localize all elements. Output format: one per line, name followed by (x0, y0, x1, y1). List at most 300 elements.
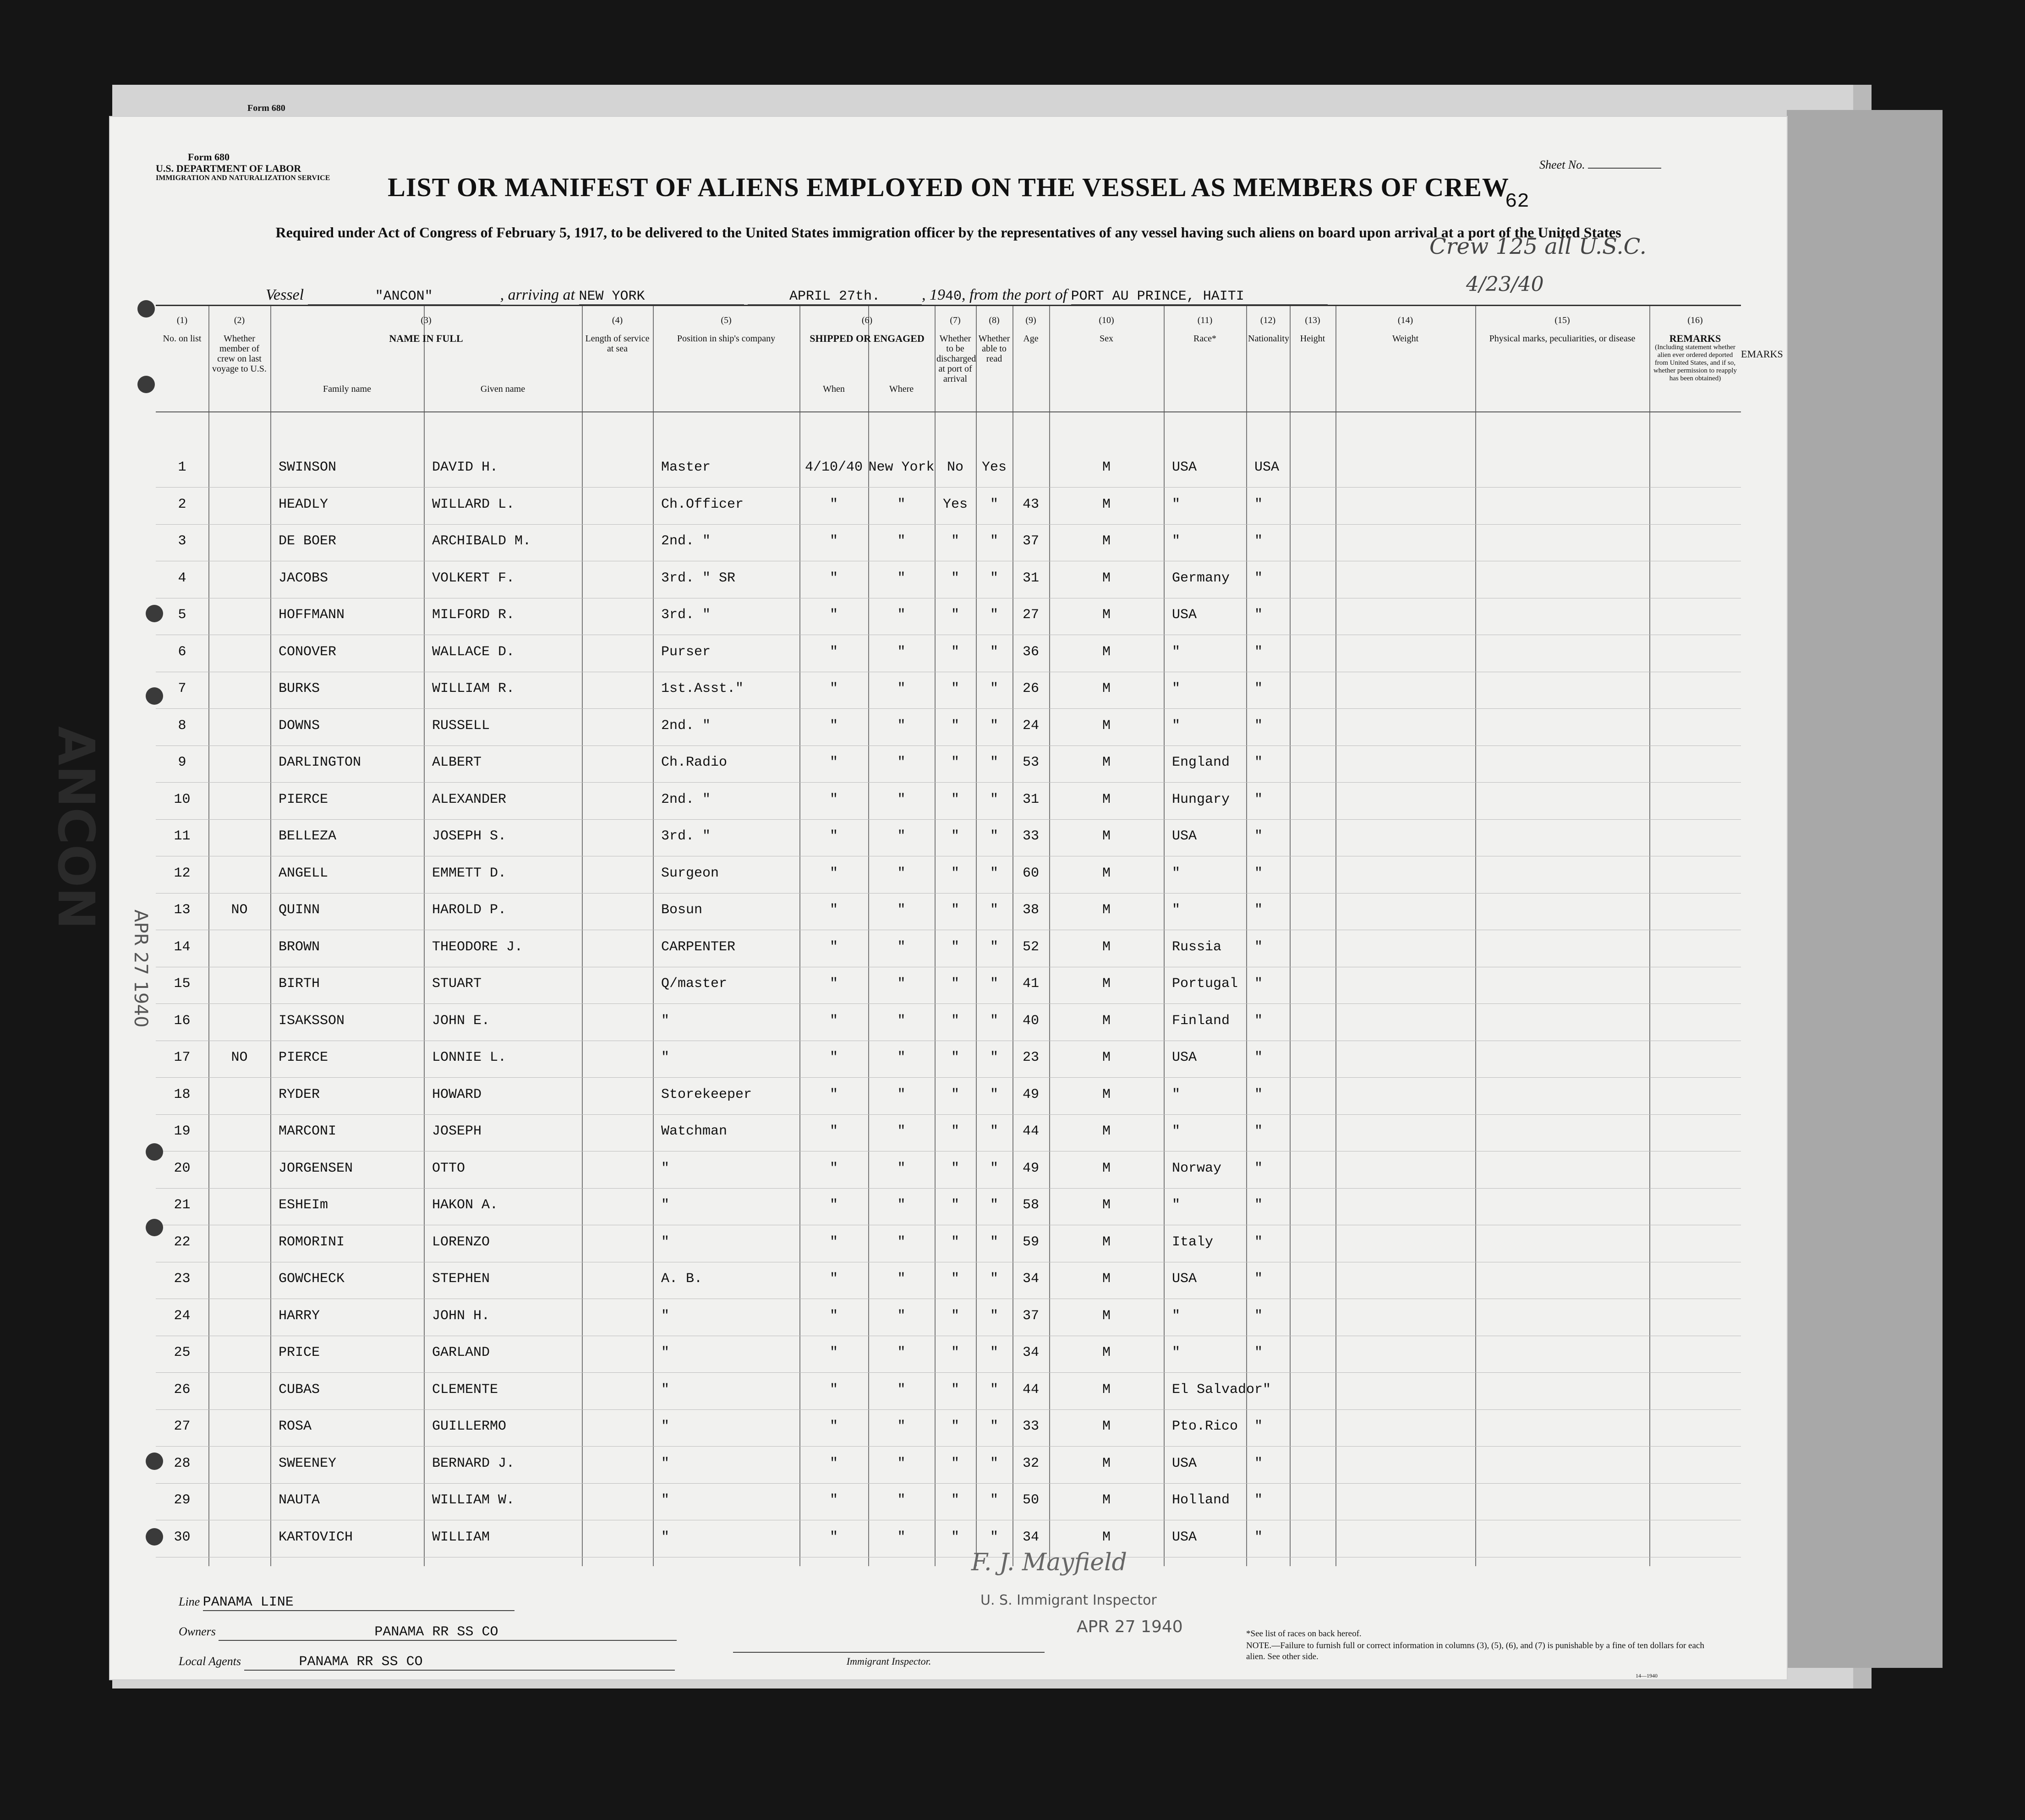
cell-age: 38 (1022, 902, 1039, 918)
cell-race: USA (1172, 1529, 1197, 1545)
cell-where: " (897, 939, 906, 955)
table-row (156, 1004, 1741, 1041)
column-number: (13) (1305, 315, 1320, 325)
inspector-stamp-date: APR 27 1940 (1077, 1617, 1183, 1636)
cell-nationality: " (1254, 607, 1263, 623)
cell-given: CLEMENTE (432, 1381, 498, 1398)
cell-nationality: " (1254, 681, 1263, 696)
cell-read: " (990, 1050, 998, 1065)
cell-family: CUBAS (279, 1381, 320, 1398)
cell-where: " (897, 1492, 906, 1508)
cell-sex: M (1102, 1529, 1111, 1545)
column-number: (9) (1025, 315, 1036, 325)
cell-family: HARRY (279, 1308, 320, 1324)
cell-age: 49 (1022, 1160, 1039, 1176)
cell-given: WALLACE D. (432, 644, 515, 660)
cell-discharged: " (951, 1234, 959, 1250)
binder-hole (146, 605, 163, 622)
cell-given: JOSEPH (432, 1124, 482, 1139)
cell-race: USA (1172, 607, 1197, 623)
cell-nationality: " (1254, 1197, 1263, 1213)
cell-age: 58 (1022, 1197, 1039, 1213)
cell-sex: M (1102, 976, 1111, 992)
table-row (156, 1041, 1741, 1078)
column-header: Physical marks, peculiarities, or disease (1489, 334, 1636, 344)
cell-family: RYDER (279, 1086, 320, 1102)
cell-no: 29 (174, 1492, 191, 1508)
cell-position: " (661, 1234, 670, 1250)
cell-race: " (1172, 718, 1181, 734)
cell-where: " (897, 1271, 906, 1287)
table-row (156, 635, 1741, 672)
cell-race: England (1172, 755, 1230, 770)
cell-where: " (897, 1529, 906, 1545)
column-header: Age (1023, 334, 1039, 344)
cell-no: 26 (174, 1381, 191, 1398)
cell-position: " (661, 1492, 670, 1508)
cell-sex: M (1102, 939, 1111, 955)
table-row (156, 561, 1741, 598)
cell-where: " (897, 1086, 906, 1102)
cell-race: " (1172, 902, 1181, 918)
cell-read: " (990, 755, 998, 770)
column-number: (11) (1197, 315, 1213, 325)
cell-age: 44 (1022, 1124, 1039, 1139)
cell-position: CARPENTER (661, 939, 736, 955)
table-row (156, 1188, 1741, 1225)
cell-no: 20 (174, 1160, 191, 1176)
table-row (156, 1151, 1741, 1189)
cell-when: " (829, 1529, 838, 1545)
cell-nationality: " (1254, 496, 1263, 512)
handwritten-date: 4/23/40 (1466, 273, 1544, 296)
cell-given: WILLIAM W. (432, 1492, 515, 1508)
cell-where: " (897, 1345, 906, 1360)
cell-when: " (829, 644, 838, 660)
cell-position: 2nd. " (661, 791, 711, 807)
cell-family: BELLEZA (279, 828, 337, 844)
cell-where: " (897, 1308, 906, 1324)
cell-nationality: " (1254, 533, 1263, 549)
cell-position: 2nd. " (661, 533, 711, 549)
cell-when: " (829, 1160, 838, 1176)
cell-sex: M (1102, 1345, 1111, 1360)
cell-read: " (990, 865, 998, 881)
cell-sex: M (1102, 1419, 1111, 1434)
cell-position: Bosun (661, 902, 703, 918)
cell-when: " (829, 1345, 838, 1360)
cell-when: " (829, 1234, 838, 1250)
cell-read: " (990, 939, 998, 955)
column-number: (14) (1397, 315, 1413, 325)
column-header: Whether member of crew on last voyage to U.S. (212, 334, 267, 374)
cell-when: " (829, 865, 838, 881)
sheet-label: Sheet No. (1539, 158, 1661, 172)
cell-when: " (829, 718, 838, 734)
cell-sex: M (1102, 1160, 1111, 1176)
column-header: Position in ship's company (677, 334, 776, 344)
page-subtitle: Required under Act of Congress of February 5, 1917, to be delivered to the United States immigration officer by the representatives of any vessel having such aliens on board upon arrival at a port of the United States (275, 224, 1621, 241)
cell-read: " (990, 1234, 998, 1250)
cell-family: DARLINGTON (279, 755, 361, 770)
cell-read: " (990, 681, 998, 696)
cell-no: 8 (178, 718, 186, 734)
cell-given: MILFORD R. (432, 607, 515, 623)
cell-read: " (990, 1086, 998, 1102)
cell-when: " (829, 1308, 838, 1324)
cell-family: ANGELL (279, 865, 328, 881)
cell-given: EMMETT D. (432, 865, 507, 881)
header-rule (156, 411, 1741, 412)
cell-sex: M (1102, 460, 1111, 475)
cell-where: " (897, 1050, 906, 1065)
cell-nationality: " (1254, 1308, 1263, 1324)
cell-read: " (990, 718, 998, 734)
cell-when: " (829, 1492, 838, 1508)
cell-position: Ch.Radio (661, 755, 728, 770)
column-number: (15) (1554, 315, 1570, 325)
cell-given: DAVID H. (432, 460, 498, 475)
cell-discharged: " (951, 1308, 959, 1324)
cell-sex: M (1102, 718, 1111, 734)
cell-no: 18 (174, 1086, 191, 1102)
cell-no: 10 (174, 791, 191, 807)
cell-when: " (829, 1419, 838, 1434)
cell-race: Norway (1172, 1160, 1222, 1176)
cell-sex: M (1102, 1197, 1111, 1213)
cell-when: " (829, 828, 838, 844)
cell-discharged: " (951, 644, 959, 660)
cell-race: " (1172, 496, 1181, 512)
cell-age: 40 (1022, 1013, 1039, 1029)
column-header: Nationality (1248, 334, 1289, 344)
cell-given: WILLARD L. (432, 496, 515, 512)
cell-discharged: " (951, 939, 959, 955)
column-header: NAME IN FULL (389, 333, 463, 344)
table-row (156, 819, 1741, 856)
binder-hole (146, 1219, 163, 1236)
cell-where: " (897, 496, 906, 512)
cell-given: BERNARD J. (432, 1455, 515, 1471)
cell-position: Surgeon (661, 865, 719, 881)
column-number: (1) (176, 315, 188, 325)
cell-nationality: " (1254, 1271, 1263, 1287)
cell-read: " (990, 644, 998, 660)
cell-no: 24 (174, 1308, 191, 1324)
cell-no: 11 (174, 828, 191, 844)
column-number: (12) (1260, 315, 1276, 325)
table-row (156, 1447, 1741, 1484)
cell-age: 49 (1022, 1086, 1039, 1102)
cell-race: Portugal (1172, 976, 1238, 992)
crew-table (156, 305, 1741, 1566)
cell-given: STUART (432, 976, 482, 992)
cell-race: Hungary (1172, 791, 1230, 807)
from-label: , from the port of (962, 286, 1067, 303)
cell-no: 15 (174, 976, 191, 992)
cell-where: " (897, 570, 906, 586)
cell-read: " (990, 1160, 998, 1176)
cell-nationality: " (1254, 755, 1263, 770)
cell-position: Q/master (661, 976, 728, 992)
from-port: PORT AU PRINCE, HAITI (1071, 289, 1328, 305)
cell-sex: M (1102, 755, 1111, 770)
owners-field: Owners PANAMA RR SS CO (179, 1624, 677, 1641)
cell-where: " (897, 1197, 906, 1213)
cell-discharged: " (951, 1013, 959, 1029)
cell-when: 4/10/40 (805, 460, 863, 475)
cell-given: WILLIAM R. (432, 681, 515, 696)
table-row (156, 1483, 1741, 1520)
cell-age: 36 (1022, 644, 1039, 660)
column-number: (2) (234, 315, 245, 325)
cell-prev: NO (231, 1050, 248, 1065)
cell-position: " (661, 1345, 670, 1360)
cell-given: HAROLD P. (432, 902, 507, 918)
cell-given: STEPHEN (432, 1271, 490, 1287)
cell-no: 25 (174, 1345, 191, 1360)
cell-no: 7 (178, 681, 186, 696)
cell-position: " (661, 1381, 670, 1398)
cell-position: Purser (661, 644, 711, 660)
cell-age: 41 (1022, 976, 1039, 992)
cell-nationality: " (1254, 1160, 1263, 1176)
cell-family: ROMORINI (279, 1234, 345, 1250)
cell-sex: M (1102, 570, 1111, 586)
cell-position: " (661, 1013, 670, 1029)
cell-where: " (897, 1419, 906, 1434)
cell-discharged: No (947, 460, 963, 475)
cell-where: " (897, 902, 906, 918)
cell-discharged: " (951, 828, 959, 844)
cell-discharged: " (951, 1160, 959, 1176)
cell-family: ROSA (279, 1419, 312, 1434)
cell-sex: M (1102, 828, 1111, 844)
cell-read: " (990, 1271, 998, 1287)
owners-value: PANAMA RR SS CO (219, 1624, 677, 1641)
cell-prev: NO (231, 902, 248, 918)
cell-where: " (897, 1381, 906, 1398)
year-prefix: , 19 (922, 286, 945, 303)
cell-given: ALBERT (432, 755, 482, 770)
table-row (156, 746, 1741, 783)
cell-sex: M (1102, 791, 1111, 807)
edge-remarks-label: EMARKS (1741, 348, 1783, 360)
cell-position: " (661, 1419, 670, 1434)
cell-discharged: " (951, 718, 959, 734)
handwritten-crew-note: Crew 125 all U.S.C. (1429, 234, 1647, 259)
cell-discharged: " (951, 681, 959, 696)
cell-family: DE BOER (279, 533, 337, 549)
cell-family: MARCONI (279, 1124, 337, 1139)
cell-age: 34 (1022, 1529, 1039, 1545)
cell-family: PRICE (279, 1345, 320, 1360)
cell-no: 22 (174, 1234, 191, 1250)
arrival-date: APRIL 27th. (748, 289, 922, 305)
cell-given: JOHN E. (432, 1013, 490, 1029)
form-code: 14—1940 (1636, 1672, 1658, 1679)
table-row (156, 709, 1741, 746)
cell-position: Master (661, 460, 711, 475)
cell-race: Italy (1172, 1234, 1214, 1250)
inspector-signature-line: Immigrant Inspector. (733, 1652, 1045, 1667)
cell-given: LORENZO (432, 1234, 490, 1250)
cell-age: 33 (1022, 1419, 1039, 1434)
column-number: (8) (989, 315, 1000, 325)
cell-race: USA (1172, 828, 1197, 844)
cell-when: " (829, 570, 838, 586)
cell-read: " (990, 1197, 998, 1213)
cell-read: " (990, 902, 998, 918)
cell-nationality: " (1254, 1086, 1263, 1102)
cell-when: " (829, 902, 838, 918)
cell-read: " (990, 607, 998, 623)
cell-discharged: " (951, 1492, 959, 1508)
table-row (156, 1336, 1741, 1373)
cell-given: GARLAND (432, 1345, 490, 1360)
cell-position: Ch.Officer (661, 496, 744, 512)
cell-age: 33 (1022, 828, 1039, 844)
cell-nationality: " (1254, 718, 1263, 734)
cell-family: DOWNS (279, 718, 320, 734)
cell-family: ISAKSSON (279, 1013, 345, 1029)
table-row (156, 1373, 1741, 1410)
cell-nationality: " (1254, 1492, 1263, 1508)
cell-when: " (829, 607, 838, 623)
table-row (156, 1078, 1741, 1115)
side-stamp-name: ANCON (47, 726, 105, 930)
cell-family: HEADLY (279, 496, 328, 512)
cell-family: CONOVER (279, 644, 337, 660)
binder-hole (137, 300, 155, 318)
cell-sex: M (1102, 1308, 1111, 1324)
binder-hole (146, 687, 163, 705)
cell-race: " (1172, 1345, 1181, 1360)
column-header: No. on list (163, 334, 202, 344)
cell-when: " (829, 1455, 838, 1471)
cell-race: " (1172, 865, 1181, 881)
table-row (156, 598, 1741, 635)
column-number: (3) (421, 315, 432, 325)
cell-discharged: " (951, 1419, 959, 1434)
cell-given: THEODORE J. (432, 939, 523, 955)
cell-discharged: " (951, 1455, 959, 1471)
column-header: Sex (1100, 334, 1113, 344)
table-row (156, 1262, 1741, 1299)
cell-nationality: " (1254, 865, 1263, 881)
cell-position: " (661, 1529, 670, 1545)
cell-nationality: " (1254, 1419, 1263, 1434)
cell-sex: M (1102, 1271, 1111, 1287)
table-row (156, 1225, 1741, 1262)
cell-when: " (829, 755, 838, 770)
column-header: Race* (1193, 334, 1216, 344)
column-subheader: Where (889, 384, 914, 394)
cell-where: " (897, 718, 906, 734)
binder-hole (146, 1528, 163, 1546)
cell-nationality: " (1254, 1345, 1263, 1360)
vessel-name: "ANCON" (308, 289, 500, 305)
cell-sex: M (1102, 533, 1111, 549)
table-row (156, 930, 1741, 967)
table-row (156, 488, 1741, 525)
cell-sex: M (1102, 902, 1111, 918)
cell-where: " (897, 1013, 906, 1029)
cell-sex: M (1102, 681, 1111, 696)
cell-where: " (897, 828, 906, 844)
cell-position: " (661, 1160, 670, 1176)
cell-family: NAUTA (279, 1492, 320, 1508)
cell-age: 43 (1022, 496, 1039, 512)
cell-nationality: " (1254, 939, 1263, 955)
cell-discharged: " (951, 1529, 959, 1545)
cell-read: " (990, 1529, 998, 1545)
cell-discharged: " (951, 1124, 959, 1139)
cell-age: 27 (1022, 607, 1039, 623)
cell-given: JOHN H. (432, 1308, 490, 1324)
cell-discharged: " (951, 1086, 959, 1102)
cell-family: PIERCE (279, 791, 328, 807)
cell-given: ALEXANDER (432, 791, 507, 807)
cell-age: 37 (1022, 1308, 1039, 1324)
cell-sex: M (1102, 1124, 1111, 1139)
column-subheader: When (823, 384, 845, 394)
cell-family: GOWCHECK (279, 1271, 345, 1287)
table-row (156, 1520, 1741, 1557)
cell-race: USA (1172, 1050, 1197, 1065)
cell-nationality: " (1254, 644, 1263, 660)
cell-where: " (897, 865, 906, 881)
cell-sex: M (1102, 496, 1111, 512)
cell-age: 50 (1022, 1492, 1039, 1508)
cell-race: " (1172, 533, 1181, 549)
cell-position: " (661, 1197, 670, 1213)
cell-age: 44 (1022, 1381, 1039, 1398)
cell-no: 30 (174, 1529, 191, 1545)
cell-race: " (1172, 1086, 1181, 1102)
voyage-line (266, 286, 1328, 305)
line-value: PANAMA LINE (203, 1595, 514, 1611)
cell-sex: M (1102, 1455, 1111, 1471)
cell-where: " (897, 644, 906, 660)
sheet-number: 62 (1505, 190, 1529, 213)
cell-position: 3rd. " SR (661, 570, 736, 586)
cell-given: JOSEPH S. (432, 828, 507, 844)
cell-nationality: " (1254, 791, 1263, 807)
cell-read: " (990, 1419, 998, 1434)
cell-no: 21 (174, 1197, 191, 1213)
cell-family: BURKS (279, 681, 320, 696)
table-row (156, 1114, 1741, 1151)
column-header: SHIPPED OR ENGAGED (810, 333, 925, 344)
cell-given: LONNIE L. (432, 1050, 507, 1065)
cell-family: PIERCE (279, 1050, 328, 1065)
cell-when: " (829, 1050, 838, 1065)
cell-race: Holland (1172, 1492, 1230, 1508)
cell-discharged: " (951, 976, 959, 992)
cell-discharged: " (951, 791, 959, 807)
cell-when: " (829, 1013, 838, 1029)
cell-nationality: " (1254, 1455, 1263, 1471)
table-row (156, 450, 1741, 488)
cell-when: " (829, 681, 838, 696)
cell-race: " (1172, 1197, 1181, 1213)
arrival-year: 40 (945, 289, 962, 304)
cell-read: " (990, 828, 998, 844)
cell-position: " (661, 1455, 670, 1471)
inspector-stamp-title: U. S. Immigrant Inspector (980, 1592, 1157, 1608)
cell-race: Russia (1172, 939, 1222, 955)
